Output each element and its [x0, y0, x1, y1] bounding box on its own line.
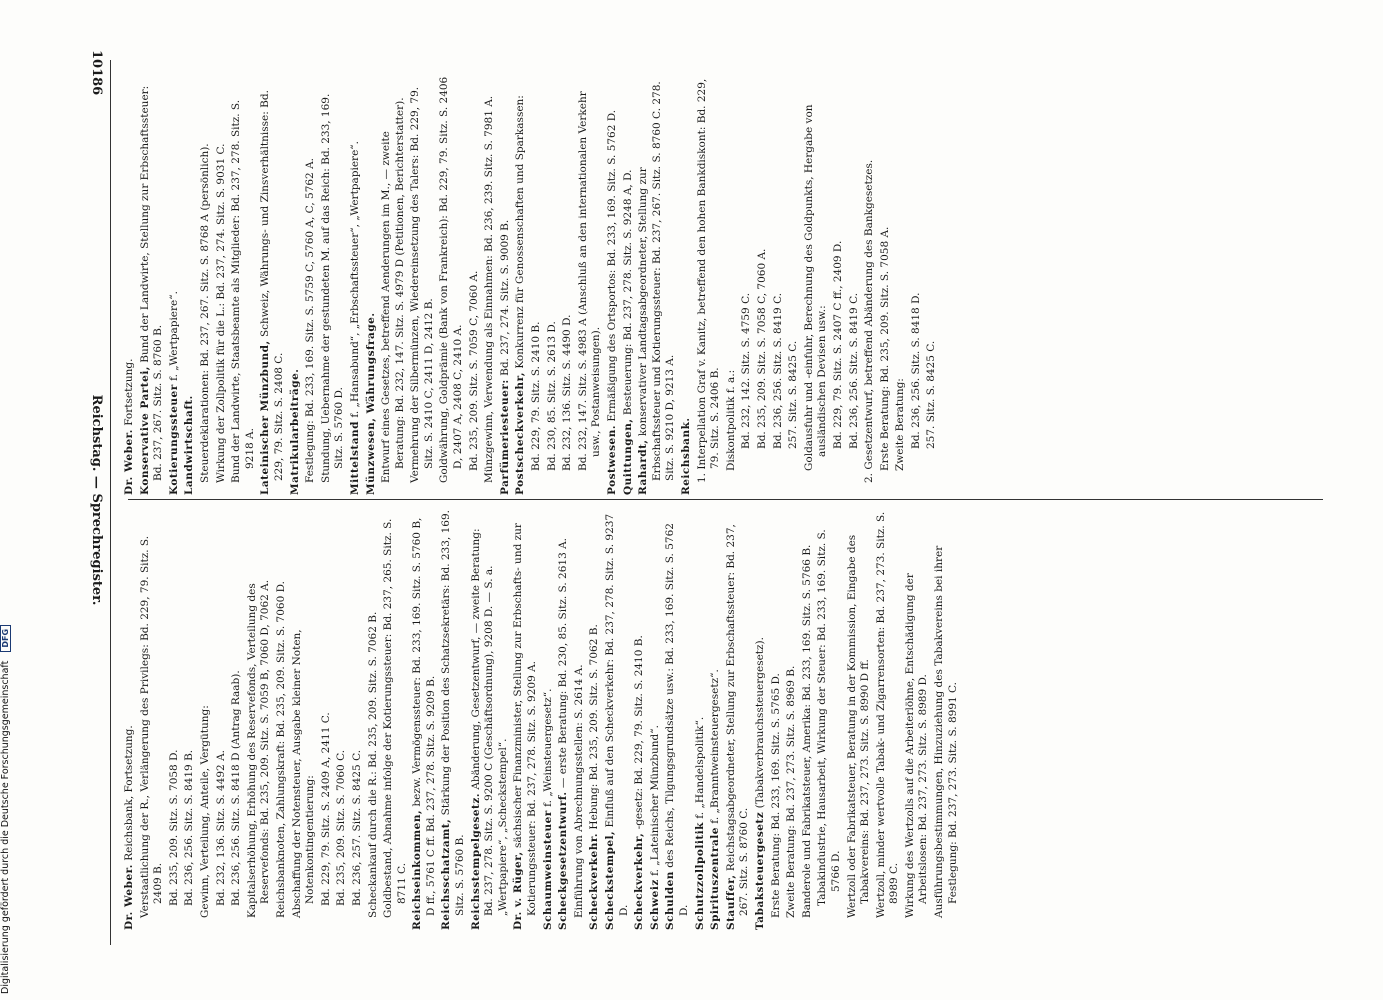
- index-entry: [365, 75, 379, 495]
- entry-title: Matrikularbeiträge.: [288, 368, 301, 495]
- entry-text: Bd. 232, 136. Sitz. S. 4492 A.: [214, 750, 227, 906]
- entry-text: Diskontpolitik f. a.:: [724, 369, 737, 471]
- entry-text: f. „Wertpapiere“.: [167, 291, 180, 381]
- entry-title: Parfümeriesteuer:: [498, 379, 511, 495]
- entry-text: Bd. 235, 209. Sitz. S. 7059 C, 7060 A.: [467, 270, 480, 471]
- entry-text: Bd. 232, 136. Sitz. S. 4490 D.: [561, 314, 574, 471]
- entry-text: Entwurf eines Gesetzes, betreffend Aenderungen im M., — zweite Beratung: Bd. 232, 147. Sitz. S. 4979 D (Petitionen, Berichterstatter).: [380, 97, 406, 483]
- entry-text: Wertzoll, minder wertvolle Tabak- und Zigarrensorten: Bd. 237, 273. Sitz. S. 8989 C.: [874, 511, 901, 918]
- index-entry: [557, 510, 571, 930]
- entry-text: Besteuerung: Bd. 237, 278. Sitz. S. 9248 A, D.: [621, 169, 634, 416]
- column-divider: [128, 499, 1323, 500]
- index-entry: [787, 75, 801, 495]
- entry-text: Bd. 232, 142. Sitz. S. 4759 C.: [740, 292, 753, 449]
- index-entry: [637, 75, 678, 495]
- entry-title: Scheckgesetzentwurf.: [557, 791, 570, 930]
- entry-text: 1. Interpellation Graf v. Kanitz, betreffend den hohen Bankdiskont: Bd. 229, 79. Sitz. S. 2406 B.: [695, 78, 722, 483]
- entry-text: Reichsbank, Fortsetzung.: [123, 725, 135, 861]
- entry-text: Bd. 235, 209. Sitz. S. 7058 C, 7060 A.: [755, 248, 768, 449]
- index-entry: [349, 75, 363, 495]
- entry-text: Bd. 236, 256. Sitz. S. 8419 B.: [183, 749, 196, 906]
- index-entry: [139, 510, 166, 930]
- entry-text: Bund der Landwirte, Staatsbeamte als Mitglieder: Bd. 237, 278. Sitz. S. 9218 A.: [230, 99, 256, 483]
- entry-text: Kapitalserhöhung, Erhöhung des Reservefonds, Verteilung des Reservefonds: Bd. 235, 209. Sitz. S. 7059 B, 7060 D, 7062 A.: [245, 579, 272, 918]
- entry-text: Goldbestand, Abnahme infolge der Kotierungssteuer: Bd. 237, 265. Sitz. S. 8711 C.: [382, 518, 408, 918]
- index-entry: [904, 510, 931, 930]
- index-entry: [514, 75, 528, 495]
- entry-text: Bd. 235, 209. Sitz. S. 7058 D.: [167, 749, 180, 906]
- index-entry: [351, 510, 365, 930]
- index-entry: [499, 75, 513, 495]
- index-entry: [816, 510, 843, 930]
- entry-text: Erste Beratung: Bd. 233, 169. Sitz. S. 5765 D.: [769, 673, 782, 918]
- entry-text: — erste Beratung: Bd. 230, 85. Sitz. S. 2613 A.: [557, 537, 570, 789]
- index-entry: [246, 510, 273, 930]
- entry-text: Wertzoll oder Fabrikatsteuer, Beratung in der Kommission, Eingabe des Tabakvereins: Bd. 237, 273. Sitz. S. 8990 D ff.: [845, 534, 872, 918]
- index-entry: [215, 510, 229, 930]
- entry-text: konservativer Landtagsabgeordneter, Stellung zur Erbschaftssteuer und Kotierungssteuer: Bd. 237, 267. Sitz. S. 8760 C. 278. Sitz. S. 9210 D, 9213 A.: [637, 81, 677, 481]
- entry-text: Einfluß auf den Scheckverkehr: Bd. 237, 278. Sitz. S. 9237 D.: [604, 513, 630, 916]
- entry-text: Tabakindustrie, Hausarbeit, Wirkung der Steuer: Bd. 233, 169. Sitz. S. 5766 D.: [816, 529, 842, 906]
- entry-text: 2. Gesetzentwurf, betreffend Abänderung des Bankgesetzes.: [863, 159, 876, 483]
- index-entry: [438, 75, 465, 495]
- entry-text: Abschaffung der Notensteuer, Ausgabe kleiner Noten, Notenkontingentierung:: [290, 629, 317, 918]
- entry-text: Bd. 229, 79. Sitz. S. 2410 B.: [530, 321, 543, 471]
- entry-title: Rahardt,: [637, 439, 650, 495]
- entry-text: -gesetz: Bd. 229, 79. Sitz. S. 2410 B.: [633, 635, 646, 830]
- entry-text: Bd. 235, 209. Sitz. S. 7060 C.: [335, 749, 348, 906]
- index-entry: [803, 75, 830, 495]
- index-entry: [561, 75, 575, 495]
- index-entry: [168, 75, 182, 495]
- entry-text: Wirkung des Wertzolls auf die Arbeiterlöhne, Entschädigung der Arbeitslosen: Bd. 237, 273. Sitz. S. 8989 D.: [903, 573, 930, 918]
- index-entry: [183, 510, 197, 930]
- index-entry: [848, 75, 862, 495]
- entry-text: Reichsbanknoten, Zahlungskraft: Bd. 235, 209. Sitz. S. 7060 D.: [274, 581, 287, 918]
- credit-text: Digitalisierung gefördert durch die Deutsche Forschungsgemeinschaft: [0, 660, 11, 994]
- entry-title: Kotierungssteuer: [167, 384, 180, 495]
- entry-text: Zweite Beratung: Bd. 237, 273. Sitz. S. 8969 B.: [785, 665, 798, 918]
- index-entry: [573, 510, 587, 930]
- index-entry: [409, 75, 436, 495]
- index-entry: [772, 75, 786, 495]
- index-entry: [123, 510, 137, 930]
- entry-title: Schaumweinsteuer: [541, 810, 554, 930]
- running-head: Reichstag. — Sprechregister.: [89, 394, 104, 606]
- entry-text: Goldwährung, Goldprämie (Bank von Frankreich): Bd. 229, 79. Sitz. S. 2406 D, 2407 A, 2408 C, 2410 A.: [438, 76, 465, 483]
- index-entry: [925, 75, 939, 495]
- entry-text: Bd. 229, 79. Sitz. S. 2407 C ff., 2409 D.: [831, 240, 844, 449]
- index-entry: [199, 75, 213, 495]
- entry-text: sächsischer Finanzminister, Stellung zur Erbschafts- und zur Kotierungssteuer: Bd. 237, 278. Sitz. S. 9209 A.: [512, 523, 539, 916]
- index-entry: [846, 510, 873, 930]
- index-entry: [633, 510, 647, 930]
- index-entry: [754, 510, 768, 930]
- index-entry: [320, 510, 334, 930]
- dfg-logo: DFG: [0, 625, 11, 652]
- entry-title: Tabaksteuergesetz: [753, 811, 766, 930]
- index-entry: [894, 75, 908, 495]
- entry-text: Reichstagsabgeordneter, Stellung zur Erbschaftssteuer: Bd. 237, 267. Sitz. S. 8760 C.: [724, 524, 751, 916]
- index-entry: [785, 510, 799, 930]
- left-column: [123, 75, 1313, 495]
- index-entry: [199, 510, 213, 930]
- index-entry: [696, 75, 723, 495]
- index-entry: [756, 75, 770, 495]
- index-entry: [123, 75, 137, 495]
- entry-text: bezw. Vermögenssteuer: Bd. 233, 169. Sitz. S. 5760 B, D ff., 5761 C ff. Bd. 237, 278. Sitz. S. 9209 B.: [411, 517, 437, 916]
- index-entry: [380, 75, 407, 495]
- entry-text: f. „Hansabund“, „Erbschaftssteuer“, „Wertpapiere“.: [348, 141, 361, 418]
- index-entry: [577, 75, 604, 495]
- index-entry: [879, 75, 893, 495]
- entry-title: Reichsstempelgesetz.: [469, 793, 482, 930]
- index-entry: [863, 75, 877, 495]
- entry-text: Goldausfuhr und -einfuhr, Berechnung des Goldpunkts, Hergabe von ausländischen Devisen usw.:: [802, 104, 829, 471]
- entry-text: Konkurrenz für Genossenschaften und Sparkassen:: [514, 95, 527, 369]
- entry-text: Stundung, Uebernahme der gestundeten M. auf das Reich: Bd. 233, 169. Sitz. S. 5760 D.: [319, 93, 346, 483]
- entry-text: Einführung von Abrechnungsstellen: S. 2614 A.: [572, 664, 585, 918]
- entry-title: Schweiz: [648, 879, 661, 930]
- entry-text: Banderole und Fabrikatsteuer, Amerika: Bd. 233, 169. Sitz. S. 5766 B.: [800, 544, 813, 918]
- entry-text: Erste Beratung: Bd. 235, 209. Sitz. S. 7058 A.: [878, 226, 891, 471]
- page-number: 10186: [89, 50, 104, 96]
- entry-text: Steuerdeklarationen: Bd. 237, 267. Sitz. S. 8768 A (persönlich).: [198, 143, 211, 483]
- entry-title: Stauffer,: [724, 874, 737, 930]
- index-entry: [740, 75, 754, 495]
- entry-text: Abänderung, Gesetzentwurf, — zweite Beratung: Bd. 237, 278. Sitz. S. 9200 C (Geschäftsordnung), 9208 D. — S. a. „Wertpapiere“, „Scheckstempel“.: [469, 528, 509, 916]
- index-entry: [259, 75, 286, 495]
- entry-text: f. „Branntweinsteuergesetz“.: [709, 669, 722, 824]
- entry-text: Bd. 230, 85. Sitz. S. 2613 D.: [545, 321, 558, 471]
- index-entry: [304, 75, 318, 495]
- index-entry: [725, 510, 752, 930]
- entry-text: Bd. 229, 79. Sitz. S. 2409 A, 2411 C.: [319, 712, 332, 906]
- index-entry: [875, 510, 902, 930]
- index-entry: [291, 510, 318, 930]
- entry-text: Bd. 237, 274. Sitz. S. 9009 B.: [498, 219, 511, 376]
- index-entry: [411, 510, 438, 930]
- index-entry: [168, 510, 182, 930]
- entry-text: Fortsetzung.: [123, 358, 135, 426]
- header-rule: [110, 60, 111, 945]
- index-entry: [910, 75, 924, 495]
- index-entry: [183, 75, 197, 495]
- entry-title: Konservative Partei,: [138, 366, 151, 495]
- entry-text: f. „Lateinischer Münzbund“.: [648, 725, 661, 876]
- index-entry: [709, 510, 723, 930]
- index-entry: [512, 510, 539, 930]
- entry-text: Bd. 236, 256. Sitz. S. 8418 D (Antrag Raab).: [230, 670, 243, 906]
- entry-text: f. „Weinsteuergesetz“.: [541, 688, 554, 807]
- index-entry: [139, 75, 166, 495]
- entry-title: Scheckstempel,: [604, 830, 616, 930]
- index-entry: [622, 75, 636, 495]
- entry-text: (Tabakverbrauchssteuergesetz).: [753, 637, 766, 809]
- entry-title: Scheckverkehr.: [588, 832, 601, 930]
- entry-text: Gewinn, Verteilung, Anteile, Vergütung:: [198, 705, 211, 918]
- index-entry: [483, 75, 497, 495]
- index-entry: [440, 510, 467, 930]
- entry-text: Verstaatlichung der R., Verlängerung des Privilegs: Bd. 229, 79. Sitz. S. 2409 B.: [138, 535, 165, 918]
- index-entry: [604, 510, 631, 930]
- entry-title: Spirituszentrale: [709, 827, 722, 930]
- index-entry: [470, 510, 511, 930]
- entry-text: Scheckankauf durch die R.: Bd. 235, 209. Sitz. S. 7062 B.: [366, 611, 379, 918]
- index-entry: [694, 510, 708, 930]
- index-entry: [335, 510, 349, 930]
- entry-text: f. „Handelspolitik“.: [693, 716, 706, 819]
- index-entry: [542, 510, 556, 930]
- index-entry: [664, 510, 691, 930]
- entry-title: Postscheckverkehr,: [514, 372, 527, 495]
- entry-text: 257. Sitz. S. 8425 C.: [925, 340, 938, 449]
- entry-title: Quittungen,: [621, 418, 634, 495]
- entry-title: Scheckverkehr,: [633, 832, 646, 930]
- entry-text: Stärkung der Position des Schatzsekretärs: Bd. 233, 169. Sitz. S. 5760 B.: [440, 510, 467, 916]
- index-entry: [320, 75, 347, 495]
- index-entry: [468, 75, 482, 495]
- entry-title: Reichsbank.: [679, 417, 692, 495]
- entry-title: Dr. Weber.: [123, 429, 135, 495]
- entry-text: Bd. 232, 147. Sitz. S. 4983 A (Anschluß an den internationalen Verkehr usw., Postanweisungen).: [576, 91, 603, 471]
- index-entry: [680, 75, 694, 495]
- entry-text: Ausführungsbestimmungen, Hinzuziehung des Tabakvereins bei ihrer Festlegung: Bd. 237, 273. Sitz. S. 8991 C.: [933, 545, 959, 918]
- entry-title: Reichseinkommen,: [411, 809, 424, 930]
- entry-title: Landwirtschaft.: [183, 395, 196, 495]
- entry-title: Mittelstand: [348, 420, 361, 495]
- index-entry: [215, 75, 229, 495]
- index-entry: [289, 75, 303, 495]
- entry-text: Bd. 236, 257. Sitz. S. 8425 C.: [350, 749, 363, 906]
- entry-text: Bd. 236, 256. Sitz. S. 8419 C.: [771, 292, 784, 449]
- index-entry: [367, 510, 381, 930]
- index-entry: [230, 75, 257, 495]
- index-entry: [801, 510, 815, 930]
- entry-text: Zweite Beratung:: [894, 378, 907, 471]
- index-entry: [832, 75, 846, 495]
- index-entry: [382, 510, 409, 930]
- index-entry: [933, 510, 960, 930]
- entry-title: Schulden: [664, 871, 677, 930]
- entry-text: Bd. 236, 256. Sitz. S. 8418 D.: [909, 292, 922, 449]
- index-entry: [588, 510, 602, 930]
- index-entry: [770, 510, 784, 930]
- digitization-credit: [0, 394, 11, 994]
- entry-text: Festlegung: Bd. 233, 169. Sitz. S. 5759 C, 5760 A, C, 5762 A.: [304, 158, 317, 483]
- entry-title: Schutzzollpolitik: [693, 822, 706, 930]
- index-entry: [649, 510, 663, 930]
- index-entry: [546, 75, 560, 495]
- entry-text: Schweiz, Währungs- und Zinsverhältnisse: Bd. 229, 79. Sitz. S. 2408 C.: [259, 90, 285, 481]
- entry-text: Hebung: Bd. 235, 209. Sitz. S. 7062 B.: [588, 624, 601, 830]
- entry-text: des Reichs, Tilgungsgrundsätze usw.: Bd. 233, 169. Sitz. S. 5762 D.: [664, 523, 690, 916]
- page-header: [80, 30, 110, 970]
- index-entry: [530, 75, 544, 495]
- index-entry: [725, 75, 739, 495]
- entry-text: Wirkung der Zollpolitik für die L.: Bd. 237, 274. Sitz. S. 9031 C.: [214, 143, 227, 483]
- entry-title: Lateinischer Münzbund,: [259, 340, 272, 495]
- entry-title: Dr. Weber.: [123, 864, 135, 930]
- entry-text: Münzgewinn, Verwendung als Einnahmen: Bd. 236, 239. Sitz. S. 7981 A.: [483, 95, 496, 483]
- index-entry: [606, 75, 620, 495]
- entry-title: Münzwesen, Währungsfrage.: [364, 312, 377, 495]
- index-entry: [230, 510, 244, 930]
- entry-text: Ermäßigung des Ortsportos: Bd. 233, 169. Sitz. S. 5762 D.: [606, 109, 618, 422]
- right-column: [123, 510, 1313, 930]
- entry-text: Vermehrung der Silbermünzen, Wiedereinsetzung des Talers: Bd. 229, 79. Sitz. S. 2410 C, 2411 D, 2412 B.: [409, 86, 435, 483]
- entry-text: Bd. 236, 256. Sitz. S. 8419 C.: [847, 292, 860, 449]
- entry-title: Dr. v. Rüger,: [512, 851, 525, 930]
- index-entry: [275, 510, 289, 930]
- entry-text: Bund der Landwirte, Stellung zur Erbschaftssteuer: Bd. 237, 267. Sitz. S. 8760 B.: [138, 85, 165, 481]
- entry-text: 257. Sitz. S. 8425 C.: [787, 340, 800, 449]
- entry-title: Reichsschatzamt,: [440, 818, 453, 930]
- entry-title: Postwesen.: [606, 425, 618, 495]
